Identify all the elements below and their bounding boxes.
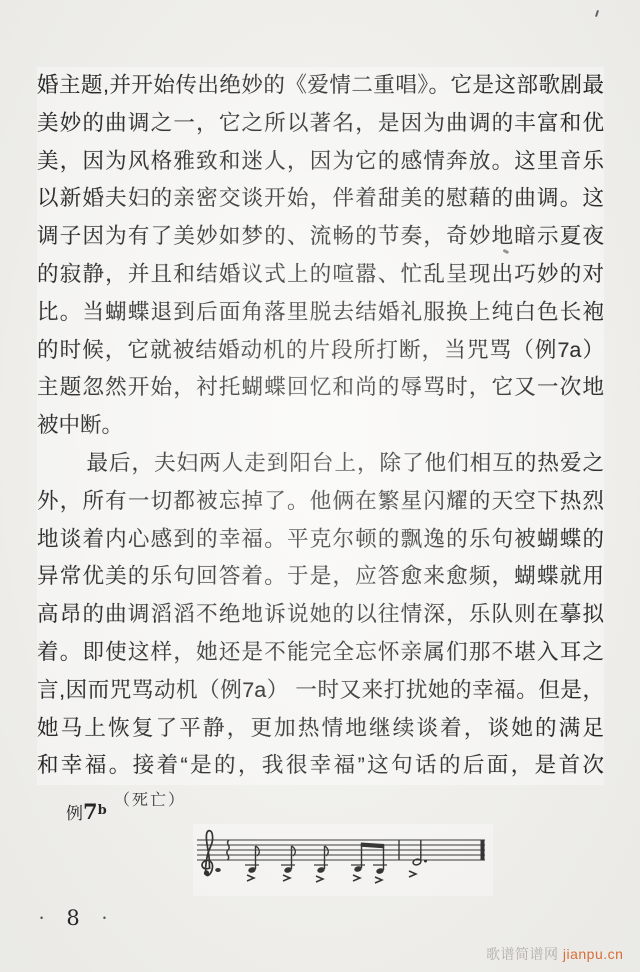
- text-line: 外，所有一切都被忘掉了。他俩在繁星闪耀的天空下热烈: [37, 483, 604, 521]
- music-staff: [193, 824, 493, 896]
- text-line: 言,因而咒骂动机（例7a） 一时又来打扰她的幸福。但是，: [37, 672, 604, 710]
- page-number-row: [40, 905, 106, 931]
- text-line: 婚主题,并开始传出绝妙的《爱情二重唱》。它是这部歌剧最: [37, 67, 604, 105]
- accent-marks-icon: [247, 871, 416, 883]
- text-line: 主题忽然开始，衬托蝴蝶回忆和尚的辱骂时，它又一次地: [37, 369, 604, 407]
- text-line: 地谈着内心感到的幸福。平克尔顿的飘逸的乐句被蝴蝶的: [37, 521, 604, 559]
- text-line: 的时候，它就被结婚动机的片段所打断，当咒骂（例7a）: [37, 332, 604, 370]
- staff-lines: [197, 840, 485, 860]
- example-label-number: 7: [83, 799, 98, 824]
- text-line: 和幸福。接着“是的，我很幸福”这句话的后面，是首次: [37, 747, 604, 785]
- beamed-notes-icon: [351, 843, 387, 875]
- text-line: 美，因为风格雅致和迷人，因为它的感情奔放。这里音乐: [37, 143, 604, 181]
- ink-blot: [215, 868, 221, 872]
- final-barline: [481, 840, 485, 861]
- page-number-ornament: •: [102, 913, 106, 923]
- text-line: 着。即使这样，她还是不能完全忘怀亲属们那不堪入耳之: [37, 634, 604, 672]
- example-label-suffix: b: [97, 803, 107, 818]
- text-line: 异常优美的乐句回答着。于是，应答愈来愈频，蝴蝶就用: [37, 558, 604, 596]
- text-line: 调子因为有了美妙如梦的、流畅的节奏，奇妙地暗示夏夜: [37, 218, 604, 256]
- text-line: 比。当蝴蝶退到后面角落里脱去结婚礼服换上纯白色长袍: [37, 294, 604, 332]
- dotted-half-note-icon: [412, 840, 427, 866]
- text-line: 高昂的曲调滔滔不绝地诉说她的以往情深，乐队则在摹拟: [37, 596, 604, 634]
- text-line-paragraph-start: 最后，夫妇两人走到阳台上，除了他们相互的热爱之: [37, 445, 604, 483]
- watermark-site-name: 歌谱简谱网: [486, 946, 559, 962]
- page-number-ornament: •: [40, 913, 44, 923]
- watermark-site-url: jianpu.cn: [562, 946, 624, 962]
- text-line: 她马上恢复了平静，更加热情地继续谈着，谈她的满足: [37, 710, 604, 748]
- text-line: 的寂静，并且和结婚议式上的喧嚣、忙乱呈现出巧妙的对: [37, 256, 604, 294]
- treble-clef-icon: [202, 831, 213, 876]
- music-notation-icon: [193, 824, 493, 896]
- scan-speck: [595, 10, 599, 17]
- body-text: [37, 67, 604, 785]
- time-signature-mark: [227, 840, 229, 860]
- text-line: 以新婚夫妇的亲密交谈开始，伴着甜美的慰藉的曲调。这: [37, 180, 604, 218]
- example-label-prefix: 例: [66, 804, 83, 823]
- death-motif-annotation: （死亡）: [114, 792, 187, 809]
- watermark: [486, 944, 623, 964]
- text-line: 美妙的曲调之一，它之所以著名，是因为曲调的丰富和优: [37, 105, 604, 143]
- page-number: 8: [66, 906, 80, 930]
- music-example-label: [66, 799, 107, 824]
- text-line-paragraph-end: 被中断。: [37, 407, 604, 445]
